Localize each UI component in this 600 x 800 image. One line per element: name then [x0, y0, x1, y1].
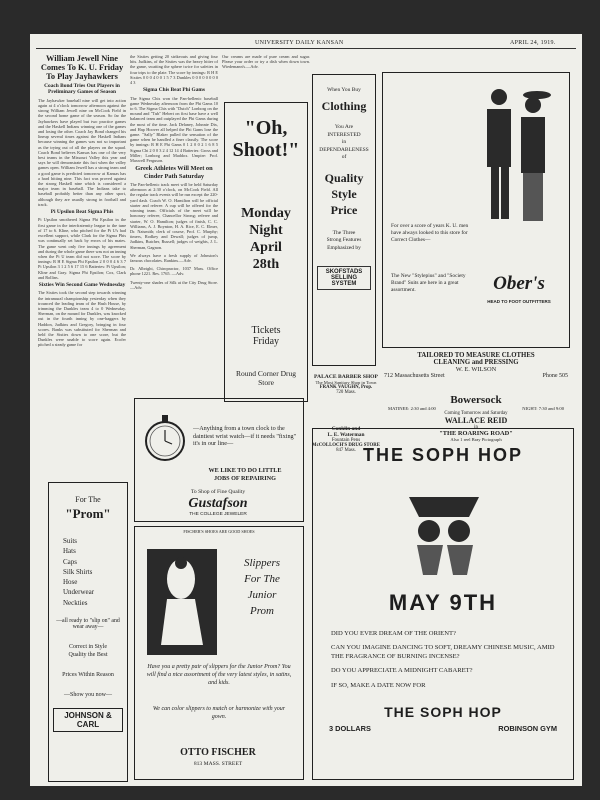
clothing-three: The Three	[332, 229, 356, 236]
clothing-style: Style	[331, 186, 357, 201]
prom-c1: Correct in Style	[69, 644, 107, 651]
prom-for: For The	[75, 495, 101, 504]
prom-item: Underwear	[63, 588, 95, 597]
tailored-line1: TAILORED TO MEASURE CLOTHES	[417, 352, 535, 359]
col2-ad-chocolates: We always have a fresh supply of Johnston's famous chocolates. Rankins.—Adv.	[130, 252, 218, 263]
obers-text1: For over a score of years K. U. men have always looked to this store for Correct Clothes—	[391, 223, 469, 243]
prom-item: Neckties	[63, 598, 88, 607]
watch-line1: WE LIKE TO DO LITTLE	[208, 467, 282, 474]
oh-shoot-night: Night	[249, 223, 283, 238]
watch-line2: JOBS OF REPAIRING	[214, 475, 276, 482]
soph-hop-ad	[312, 428, 574, 780]
prom-show: —Show you now—	[63, 692, 112, 699]
barber-sub: The Most Sanitary Shop in Town	[315, 380, 377, 385]
slippers-l3: Junior	[247, 589, 277, 601]
col1-story3: The Sixties took the second step towards winning the intramural championship yesterday when they trounced the leading team of the Hash House, by trimming the Dunkles team 4 to 0 Wednesday. Sherman, on the mound for Dunkles, was knocked out in the fourth inning by one-baggers by Haddon, Judkins and Gregory, bringing in four scores. Banks was substituted for Sherman and held the Sixties down to one score, but the Dunkles were unable to score again. Ecofer pitched a steady game for	[38, 290, 126, 348]
col2-sub2: Greek Athletes Will Meet on Cinder Path Saturday	[135, 165, 213, 180]
clothing-ad	[312, 74, 376, 366]
soph-q1: DID YOU EVER DREAM OF THE ORIENT?	[331, 630, 456, 637]
oh-shoot-place: Round Corner Drug Store	[236, 369, 296, 387]
slippers-l2: For The	[244, 573, 280, 585]
col2-story-top: the Sixties getting 20 strikeouts and giving four hits. Judkins, of the Sixties was the heavy hitter of the game, swatting the sphere twice for safeties in four trips to the plate. The score by innings: R H E Sixties 0 0 0 4 0 0 1 5 7 3 Dunkles 0 0 0 0 0 0 0 0 4 3	[130, 54, 218, 86]
johnson-carl-logo: JOHNSON & CARL	[53, 708, 123, 732]
conklin-l1: Conklin and	[331, 426, 361, 432]
soph-q2: CAN YOU IMAGINE DANCING TO SOFT, DREAMY CHINESE MUSIC, AMID THE FRAGRANCE OF BURNING INCENSE?	[331, 644, 555, 660]
barber-ad	[312, 374, 380, 424]
oh-shoot-day: Monday	[241, 206, 291, 221]
bowersock-coming: Coming Tomorrow and Saturday	[444, 411, 508, 416]
prom-item: Suits	[63, 537, 78, 545]
clothing-p1: You Are	[334, 124, 354, 130]
pocket-watch-icon	[143, 409, 187, 463]
col1-headline: William Jewell Nine Comes To K. U. Friday To Play Jayhawkers	[40, 54, 124, 81]
conklin-l5: 847 Mass.	[336, 448, 356, 453]
clothing-lead: When You Buy	[327, 87, 361, 93]
skofstads-logo: SKOFSTADS SELLING SYSTEM	[317, 266, 371, 290]
soph-q4: IF SO, MAKE A DATE NOW FOR	[331, 681, 426, 689]
slippers-body2: We can color slippers to match or harmonize with your gown.	[152, 706, 286, 720]
masthead-rule	[36, 48, 576, 49]
barber-address: 720 Mass.	[336, 390, 356, 395]
fischer-ad	[134, 526, 304, 780]
bowersock-star: WALLACE REID	[444, 416, 508, 425]
bowersock-title: Bowersock	[450, 394, 502, 406]
dancer-illustration	[147, 549, 217, 655]
clothing-p3: in	[341, 139, 347, 145]
col2-sub1: Sigma Chis Beat Phi Gams	[143, 87, 205, 94]
col1-subhead: Coach Bond Tries Out Players in Preliminary Games of Season	[44, 83, 120, 96]
barber-prop: FRANK VAUGHN, Prop.	[319, 385, 373, 390]
prom-item: Hose	[63, 578, 78, 587]
prom-title: "Prom"	[65, 506, 111, 521]
col2-story2: The Pan-hellenic track meet will be held Saturday afternoon at 2:30 o'clock, on McCook Field. All the regular track events will be run except the 220-yard dash. Coach W. O. Hamilton will be official starter and referee. A cup will be offered for the winning team. Officials of the meet will be honorary referee, Chancellor Strong; referee and starter, W. O. Hamilton; judges of finish, C. C. Williams, A. J. Boynton, H. A. Rice, E. C. Elmer, Dr. Naismith; clerk of course, Prof. C. Murphy; timers, Rodkey and Dewall; judges of jump, Judkins, Butcher, Russell; judges of weights, J. L. Sherman, Gagnon.	[130, 182, 218, 250]
prom-items	[63, 536, 127, 608]
conklin-l3: Fountain Pens	[331, 438, 361, 443]
clothing-title: Clothing	[321, 99, 367, 113]
gentlemen-illustration	[479, 81, 563, 229]
fischer-address: 813 MASS. STREET	[193, 761, 243, 767]
prom-item: Silk Shirts	[63, 567, 93, 576]
slippers-l4: Prom	[249, 605, 275, 617]
bowersock-night: NIGHT: 7:30 and 9:00	[522, 406, 564, 411]
gustafson-name: Gustafson	[188, 496, 248, 511]
fischer-name: OTTO FISCHER	[180, 747, 256, 758]
col1-sub2: Pi Upsilon Beat Sigma Phis	[50, 209, 114, 216]
bowersock-matinee: MATINEE: 2:30 and 4:00	[388, 406, 436, 411]
bowersock-in: in	[474, 425, 478, 430]
clothing-emph: Emphasized by	[327, 244, 361, 251]
soph-hop-title2: THE SOPH HOP	[384, 704, 502, 721]
tailored-address: 712 Massachusetts Street	[384, 373, 445, 379]
tailored-line2: CLEANING and PRESSING	[433, 359, 519, 366]
clothing-p5: of	[341, 154, 347, 160]
oh-shoot-title: "Oh, Shoot!"	[232, 117, 300, 161]
watch-text: —Anything from a town clock to the daintiest wrist watch—if it needs "fixing" it's in our line—	[193, 425, 297, 448]
clothing-quality: Quality	[324, 170, 364, 185]
bowersock-film: "THE ROARING ROAD"	[439, 430, 513, 437]
newspaper-page	[30, 34, 582, 786]
prom-c3: Prices Within Reason	[62, 672, 114, 679]
prom-slip: —all ready to "slip on" and wear away—	[56, 618, 120, 631]
gustafson-ad	[134, 398, 304, 522]
prom-item: Caps	[63, 557, 77, 566]
fischer-banner: FISCHER'S SHOES ARE GOOD SHOES	[183, 529, 255, 534]
tailored-phone: Phone 505	[542, 373, 568, 379]
oh-shoot-tickets: Tickets	[251, 325, 281, 336]
col1-story2: Pi Upsilon smothered Sigma Phi Epsilon in the first game in the interfraternity league to the tune of 17 to 6. Kline, who pitched for the Pi U's had excellent support, while Clark for the Sigma Phis was continually set back by errors of his mates. The game went only five innings by agreement and during the whole game there was not an inning when the Pi U team did not score. The score by innings: R H E Sigma Phi Epsilon 2 0 0 0 4 6 3 7 Pi Upsilon 3 1 2 5 6 17 15 6 Batteries: Pi Upsilon; Kline and Gray. Sigma Phi Epsilon; Cox, Clark and Rollins.	[38, 217, 126, 280]
soph-hop-price: 3 DOLLARS	[329, 724, 371, 734]
prom-c2: Quality the Best	[68, 652, 108, 659]
conklin-l2: L. E. Waterman	[327, 432, 365, 438]
oh-shoot-month: April	[250, 240, 282, 255]
clothing-p2: INTERESTED	[327, 131, 361, 138]
oh-shoot-date: 28th	[252, 257, 280, 272]
col2-ad-chiropractor: Dr. Albright, Chiropractor, 1037 Mass. Office phone 1221. Res. 1765. —Adv.	[130, 266, 218, 277]
obers-ad	[382, 72, 570, 348]
col2-story1: The Sigma Chis won the Pan-hellenic baseball game Wednesday afternoon from the Phi Gams 10 to 6. The Sigma Chis with "Dutch" Lonborg on the mound and "Tub" Hebert on first base have a well balanced team and outplayed the Phi Gams during the most of the time. Jack Delaney, Johnnie Dix, and Hap Hoover all helped the Phi Gams lose the game. "Sally" Blaker pulled the sensation of the game when he handled a finer classily. The score by innings: R H E Phi Gams 0 1 2 0 0 2 1 6 8 5 Sigma Chi 2 0 0 3 2 4 12 14 4 Batteries: Gross and Miller; Lonborg and Maddox. Umpire: Prof. Maxwell Ferguson.	[130, 95, 218, 164]
obers-logo: Ober's	[493, 273, 545, 294]
soph-q3: DO YOU APPRECIATE A MIDNIGHT CABARET?	[331, 667, 473, 675]
slippers-body: Have you a pretty pair of slippers for the Junior Prom? You will find a nice assortment of the very latest styles, in satins, and kids.	[146, 664, 292, 686]
bowersock-extra: Also 1 reel Bray Pictograph	[450, 437, 502, 442]
slippers-l1: Slippers	[243, 557, 281, 569]
masthead-date: APRIL 24, 1919.	[510, 40, 556, 46]
col1-sub3: Sixties Win Second Game Wednesday	[38, 281, 126, 288]
clothing-p4: DEPENDABLENESS	[319, 146, 369, 153]
oh-shoot-friday: Friday	[252, 336, 280, 347]
oriental-dancers-illustration	[399, 487, 489, 579]
tailored-name: W. E. WILSON	[455, 366, 497, 373]
clothing-price: Price	[330, 202, 358, 217]
soph-hop-place: ROBINSON GYM	[498, 724, 557, 734]
gustafson-lead: To Shop of Fine Quality	[190, 489, 246, 495]
barber-title: PALACE BARBER SHOP	[314, 374, 378, 380]
soph-hop-date: MAY 9TH	[388, 590, 498, 615]
johnson-carl-ad	[48, 482, 128, 782]
tailored-ad	[382, 352, 570, 388]
conklin-l4: McCOLLOCH'S DRUG STORE	[312, 443, 380, 448]
clothing-strong: Strong Features	[326, 237, 362, 243]
column-1	[38, 54, 126, 516]
col1-story1: The Jayhawker baseball nine will get into action again at 4 o'clock tomorrow afternoon against the strong William Jewell nine on McCook Field in the second home game of the season. So far the Jayhawkers have played but two practice games and the Haskell Indians winning one of the games and losing the other. Coach Jay Bond changed his lineup several times against the Haskell Indians because winning the games was not so important as the trying out of all the players on the squad. Coach Bond believes Kansas has one of the very best teams in the Missouri Valley this year and says he will demonstrate this fact when the valley games open. William Jewell has a strong team and a good game is predicted tomorrow at Kansas has a hard hitting nine. This fact was proved against the strong Haskell nine which is considered a major team in baseball. The Indians take to baseball probably better than any other sport, although they are usually strong in football and track.	[38, 97, 126, 207]
oh-shoot-ad	[224, 102, 308, 402]
soph-hop-title: THE SOPH HOP	[362, 445, 524, 465]
prom-item: Hats	[63, 547, 76, 556]
cream-ad: Our creams are made of pure cream and sugar. Please your order or try a dish when down town. Wiedemann's.—Adv.	[222, 54, 310, 70]
masthead-title: UNIVERSITY DAILY KANSAN	[255, 40, 344, 46]
obers-tagline: HEAD TO FOOT OUTFITTERS	[487, 299, 551, 304]
gustafson-sub: THE COLLEGE JEWELER	[189, 512, 247, 517]
obers-text2: The New "Stylepius" and "Society Brand" Suits are here in a great assortment.	[391, 273, 466, 293]
col2-ad-silk: Twenty-one shades of Silk at the City Drug Store.—Adv.	[130, 279, 218, 290]
